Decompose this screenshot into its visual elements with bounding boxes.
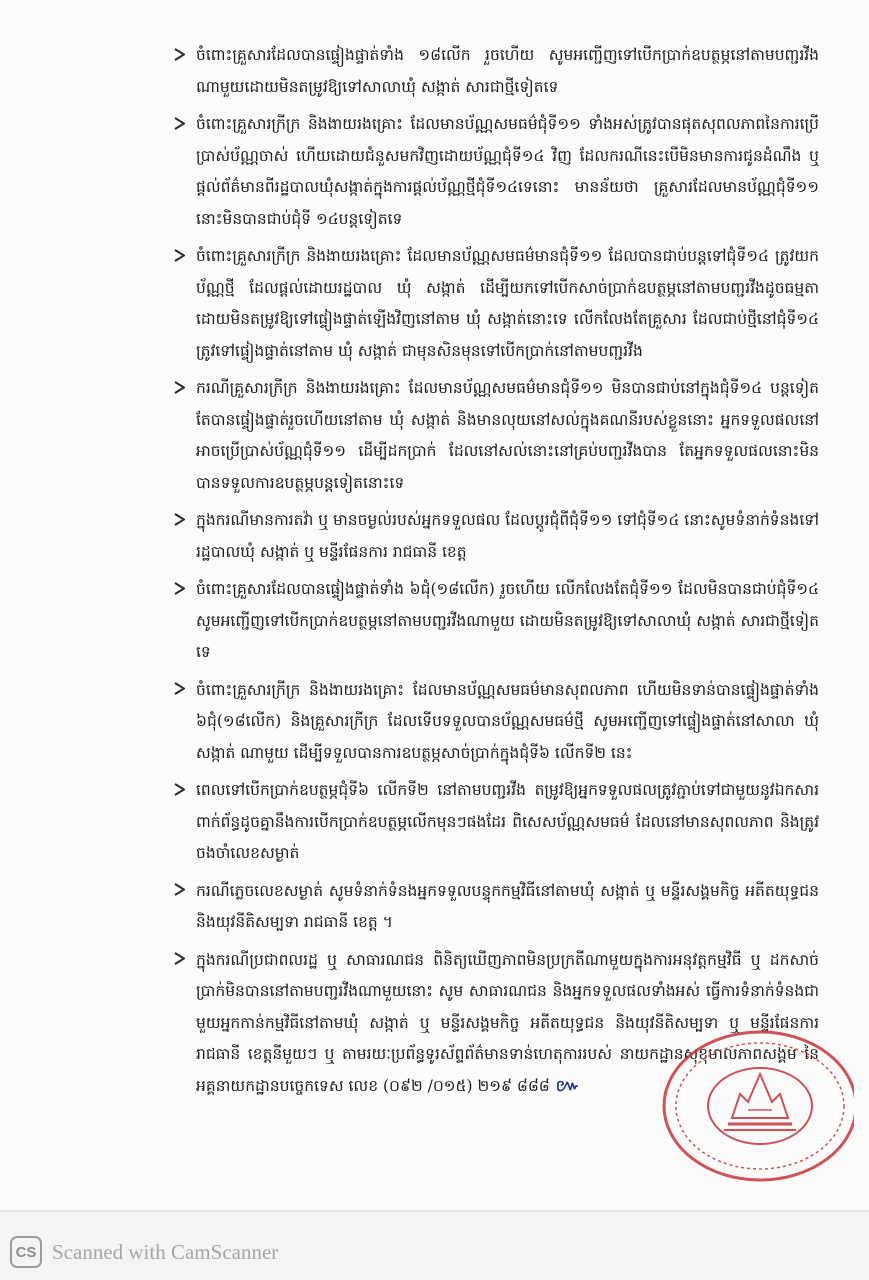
arrow-bullet-icon [170, 677, 188, 701]
official-seal-icon [628, 1010, 854, 1182]
bullet-text: ចំពោះគ្រួសារក្រីក្រ និងងាយរងគ្រោះ ដែលមានប័ណ្ណសមធម៌មានជុំទី១១ ដែលបានជាប់បន្តទៅជុំទី១៤ ត្រូវយកប័ណ្ណថ្មី ដែលផ្តល់ដោយរដ្ឋបាល ឃុំ សង្កាត់ ដើម្បីយកទៅបើកសាច់ប្រាក់ឧបត្ថម្ភនៅតាមបញ្ជរវីងដូចធម្មតា ដោយមិនតម្រូវឱ្យទៅផ្ទៀងផ្ទាត់ឡើងវិញនៅតាម ឃុំ សង្កាត់នោះទេ លើកលែងតែគ្រួសារ ដែលជាប់ថ្មីនៅជុំទី១៤ ត្រូវទៅផ្ទៀងផ្ទាត់នៅតាម ឃុំ សង្កាត់ ជាមុនសិនមុនទៅបើកប្រាក់នៅតាមបញ្ជរវីង [196, 247, 819, 360]
scanner-watermark [10, 1236, 278, 1268]
list-item [0, 876, 869, 939]
bullet-list [0, 40, 869, 1108]
bullet-text: ចំពោះគ្រួសារដែលបានផ្ទៀងផ្ទាត់ទាំង ៦ជុំ(១៨លើក) រួចហើយ លើកលែងតែជុំទី១១ ដែលមិនបានជាប់ជុំទី១៤ សូមអញ្ជើញទៅបើកប្រាក់ឧបត្ថម្ភនៅតាមបញ្ជរវីងណាមួយ ដោយមិនតម្រូវឱ្យទៅសាលាឃុំ សង្កាត់ សារជាថ្មីទៀតទេ [196, 580, 819, 661]
bullet-text-content: ក្នុងករណីប្រជាពលរដ្ឋ ឬ សាធារណជន ពិនិត្យឃើញភាពមិនប្រក្រតីណាមួយក្នុងការអនុវត្តកម្មវិធី ឬ ដកសាច់ប្រាក់មិនបាននៅតាមបញ្ជរវីងណាមួយនោះ សូម សាធារណជន និងអ្នកទទួលផលទាំងអស់ ធ្វើការទំនាក់ទំនងជាមួយអ្នកកាន់កម្មវិធីនៅតាមឃុំ សង្កាត់ ឬ មន្ទីរសង្គមកិច្ច អតីតយុទ្ធជន និងយុវនីតិសម្បទា ឬ មន្ទីរផែនការ រាជធានី ខេត្តនីមួយៗ ឬ តាមរយៈប្រព័ន្ធទូរស័ព្ទព័ត៌មានទាន់ហេតុការរបស់ នាយកដ្ឋានសុខុមាលភាពសង្គម នៃអគ្គនាយកដ្ឋានបច្ចេកទេស លេខ (០៩២ /០១៥) ២១៩ ៨៨៨ [196, 950, 819, 1095]
end-mark: ៚ [555, 1075, 580, 1096]
list-item [0, 109, 869, 235]
list-item [0, 373, 869, 499]
arrow-bullet-icon [170, 243, 188, 267]
bullet-text: ចំពោះគ្រួសារក្រីក្រ និងងាយរងគ្រោះ ដែលមានប័ណ្ណសមធម៌មានសុពលភាព ហើយមិនទាន់បានផ្ទៀងផ្ទាត់ទាំង ៦ជុំ(១៨លើក) និងគ្រួសារក្រីក្រ ដែលទើបទទួលបានប័ណ្ណសមធម៌ថ្មី សូមអញ្ជើញទៅផ្ទៀងផ្ទាត់នៅសាលា ឃុំ សង្កាត់ ណាមួយ ដើម្បីទទួលបានការឧបត្ថម្ភសាច់ប្រាក់ក្នុងជុំទី៦ លើកទី២ នេះ [196, 680, 819, 762]
scanner-watermark-text: Scanned with CamScanner [52, 1239, 279, 1264]
list-item [0, 40, 869, 103]
bullet-text: ករណីភ្លេចលេខសម្ងាត់ សូមទំនាក់ទំនងអ្នកទទួលបន្ទុកកម្មវិធីនៅតាមឃុំ សង្កាត់ ឬ មន្ទីរសង្គមកិច្ច អតីតយុទ្ធជន និងយុវនីតិសម្បទា រាជធានី ខេត្ត ។ [196, 881, 819, 931]
arrow-bullet-icon [170, 111, 188, 135]
arrow-bullet-icon [170, 576, 188, 600]
bullet-text: ករណីគ្រួសារក្រីក្រ និងងាយរងគ្រោះ ដែលមានប័ណ្ណសមធម៌មានជុំទី១១ មិនបានជាប់នៅក្នុងជុំទី១៤ បន្តទៀត តែបានផ្ទៀងផ្ទាត់រួចហើយនៅតាម ឃុំ សង្កាត់ និងមានលុយនៅសល់ក្នុងគណនីរបស់ខ្លួននោះ អ្នកទទួលផលនៅអាចប្រើប្រាស់ប័ណ្ណជុំទី១១ ដើម្បីដកប្រាក់ ដែលនៅសល់នោះនៅគ្រប់បញ្ជរវីងបាន តែអ្នកទទួលផលនោះមិនបានទទួលការឧបត្ថម្ភបន្តទៀតនោះទេ [196, 379, 819, 492]
list-item [0, 241, 869, 367]
arrow-bullet-icon [170, 947, 188, 971]
camscanner-logo-icon: CS [10, 1236, 42, 1268]
arrow-bullet-icon [170, 42, 188, 66]
page-edge [0, 1210, 869, 1212]
arrow-bullet-icon [170, 777, 188, 801]
list-item [0, 574, 869, 669]
bullet-text: ចំពោះគ្រួសារក្រីក្រ និងងាយរងគ្រោះ ដែលមានប័ណ្ណសមធម៌ជុំទី១១ ទាំងអស់ត្រូវបានផុតសុពលភាពនៃការប្រើប្រាស់ប័ណ្ណចាស់ ហើយដោយជំនួសមកវិញដោយប័ណ្ណជុំទី១៤ វិញ ដែលករណីនេះបើមិនមានការជូនដំណឹង ឬ ផ្តល់ព័ត៌មានពីរដ្ឋបាលឃុំសង្កាត់ក្នុងការផ្តល់ប័ណ្ណថ្មីជុំទី១៤ទេនោះ មានន័យថា គ្រួសារដែលមានប័ណ្ណជុំទី១១ នោះមិនបានជាប់ជុំទី ១៤បន្តទៀតទេ [196, 115, 819, 228]
bullet-text: ក្នុងករណីមានការតវ៉ា ឬ មានចម្ងល់របស់អ្នកទទួលផល ដែលប្តូរជុំពីជុំទី១១ ទៅជុំទី១៤ នោះសូមទំនាក់ទំនងទៅរដ្ឋបាលឃុំ សង្កាត់ ឬ មន្ទីរផែនការ រាជធានី ខេត្ត [196, 511, 819, 561]
arrow-bullet-icon [170, 507, 188, 531]
list-item [0, 505, 869, 568]
bullet-text: ចំពោះគ្រួសារដែលបានផ្ទៀងផ្ទាត់ទាំង ១៨លើក រួចហើយ សូមអញ្ជើញទៅបើកប្រាក់ឧបត្ថម្ភនៅតាមបញ្ជរវីងណាមួយដោយមិនតម្រូវឱ្យទៅសាលាឃុំ សង្កាត់ សារជាថ្មីទៀតទេ [196, 46, 819, 96]
arrow-bullet-icon [170, 375, 188, 399]
arrow-bullet-icon [170, 878, 188, 902]
bullet-text: ពេលទៅបើកប្រាក់ឧបត្ថម្ភជុំទី៦ លើកទី២ នៅតាមបញ្ជរវីង តម្រូវឱ្យអ្នកទទួលផលត្រូវភ្ជាប់ទៅជាមួយនូវឯកសារពាក់ព័ន្ធដូចគ្នានឹងការបើកប្រាក់ឧបត្ថម្ភលើកមុនៗផងដែរ ពិសេសប័ណ្ណសមធម៌ ដែលនៅមានសុពលភាព និងត្រូវចងចាំលេខសម្ងាត់ [196, 781, 819, 862]
list-item [0, 775, 869, 870]
list-item [0, 675, 869, 770]
